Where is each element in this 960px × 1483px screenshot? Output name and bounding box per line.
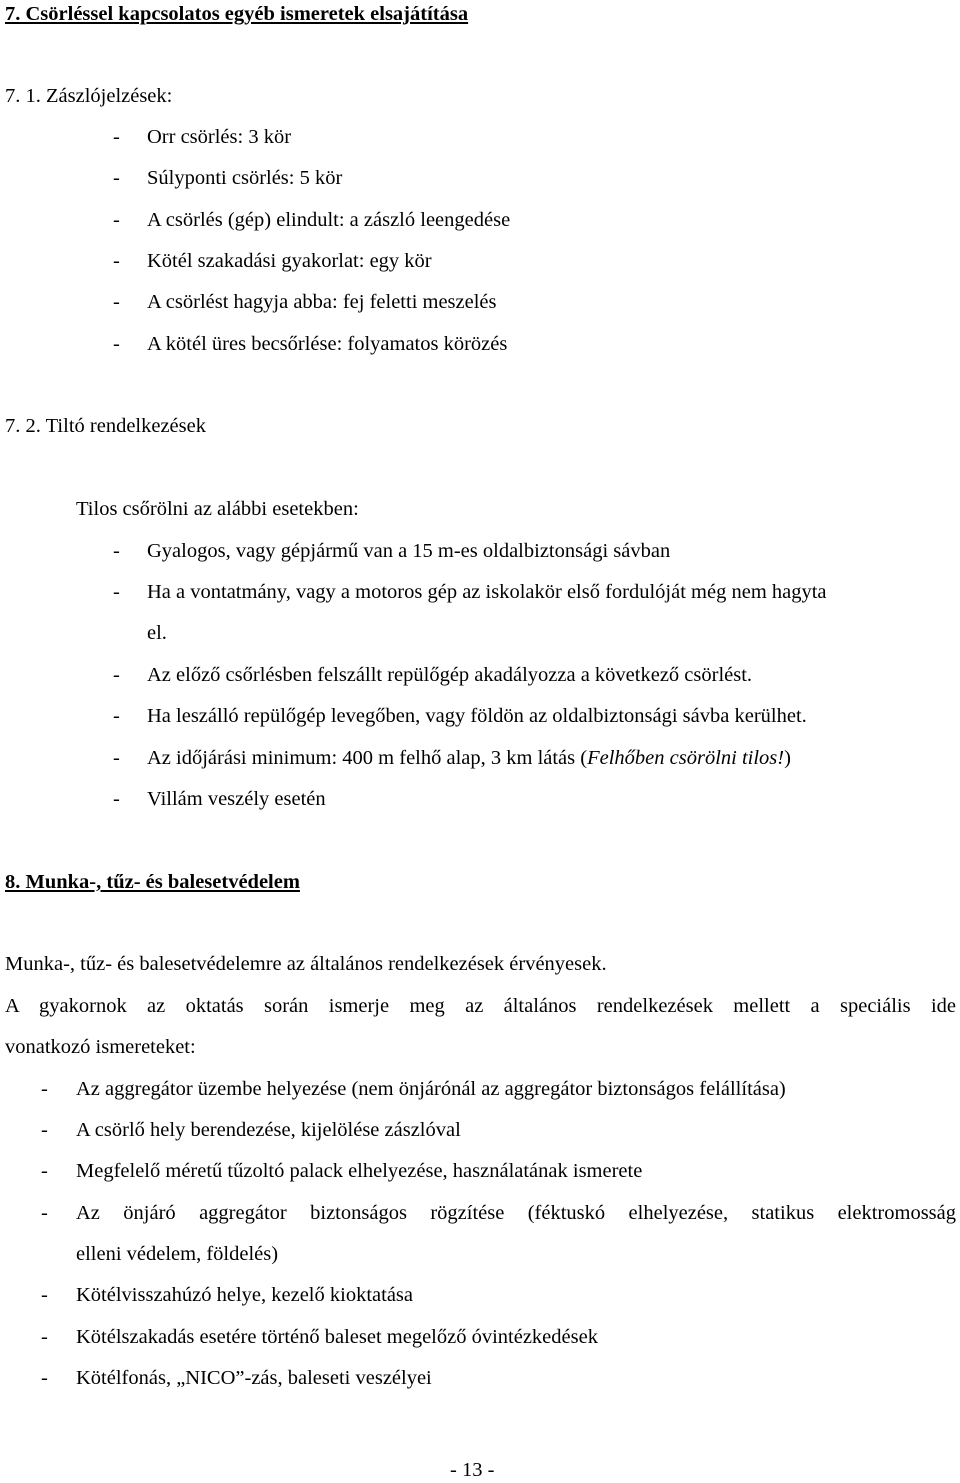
list-item: Kötélszakadás esetére történő baleset megelőző óvintézkedések [76,1326,598,1348]
section-8-title: 8. Munka-, tűz- és balesetvédelem [5,871,300,893]
list-dash: - [113,333,120,355]
list-dash: - [113,209,120,231]
list-item: Az önjáró aggregátor biztonságos rögzítése (féktuskó elhelyezése, statikus elektromosság [76,1202,956,1224]
list-dash: - [113,747,120,769]
list-dash: - [113,581,120,603]
list-item: Az aggregátor üzembe helyezése (nem önjárónál az aggregátor biztonságos felállítása) [76,1078,786,1100]
subsection-7-1-title: 7. 1. Zászlójelzések: [5,85,173,107]
list-item: A kötél üres becsőrlése: folyamatos körözés [147,333,508,355]
paragraph-1: Munka-, tűz- és balesetvédelemre az általános rendelkezések érvényesek. [5,953,607,975]
list-dash: - [113,705,120,727]
prohibition-intro: Tilos csőrölni az alábbi esetekben: [76,498,359,520]
list-dash: - [113,250,120,272]
list-dash: - [41,1160,48,1182]
list-item-continuation: el. [147,622,167,644]
list-item: Villám veszély esetén [147,788,326,810]
list-item: Gyalogos, vagy gépjármű van a 15 m-es oldalbiztonsági sávban [147,540,671,562]
list-item: Megfelelő méretű tűzoltó palack elhelyezése, használatának ismerete [76,1160,643,1182]
list-item-continuation: elleni védelem, földelés) [76,1243,279,1265]
list-item: A csörlő hely berendezése, kijelölése zászlóval [76,1119,461,1141]
list-item: Az előző csőrlésben felszállt repülőgép akadályozza a következő csörlést. [147,664,753,686]
list-dash: - [113,167,120,189]
list-item: A csörlés (gép) elindult: a zászló leengedése [147,209,511,231]
list-dash: - [113,540,120,562]
weather-close-paren: ) [784,747,791,769]
list-item: A csörlést hagyja abba: fej feletti meszelés [147,291,497,313]
list-dash: - [113,126,120,148]
weather-warning: Felhőben csörölni tilos! [587,747,785,769]
page-number: - 13 - [450,1459,495,1481]
list-dash: - [41,1326,48,1348]
list-dash: - [41,1202,48,1224]
list-item: Súlyponti csörlés: 5 kör [147,167,343,189]
paragraph-2-line-1: A gyakornok az oktatás során ismerje meg az általános rendelkezések mellett a speciális ide [5,995,956,1017]
list-dash: - [113,291,120,313]
section-7-title: 7. Csörléssel kapcsolatos egyéb ismeretek elsajátítása [5,3,469,25]
list-dash: - [41,1367,48,1389]
weather-text: Az időjárási minimum: 400 m felhő alap, 3 km látás ( [147,747,588,769]
list-item: Ha a vontatmány, vagy a motoros gép az iskolakör első fordulóját még nem hagyta [147,581,827,603]
list-dash: - [41,1284,48,1306]
list-dash: - [41,1119,48,1141]
list-item-weather [147,745,791,771]
list-dash: - [41,1078,48,1100]
list-dash: - [113,664,120,686]
list-item: Kötélvisszahúzó helye, kezelő kioktatása [76,1284,413,1306]
list-item: Kötélfonás, „NICO”-zás, baleseti veszélyei [76,1367,432,1389]
paragraph-2-line-2: vonatkozó ismereteket: [5,1036,196,1058]
list-dash: - [113,788,120,810]
list-item: Ha leszálló repülőgép levegőben, vagy földön az oldalbiztonsági sávba kerülhet. [147,705,807,727]
subsection-7-2-title: 7. 2. Tiltó rendelkezések [5,415,206,437]
list-item: Orr csörlés: 3 kör [147,126,292,148]
list-item: Kötél szakadási gyakorlat: egy kör [147,250,432,272]
